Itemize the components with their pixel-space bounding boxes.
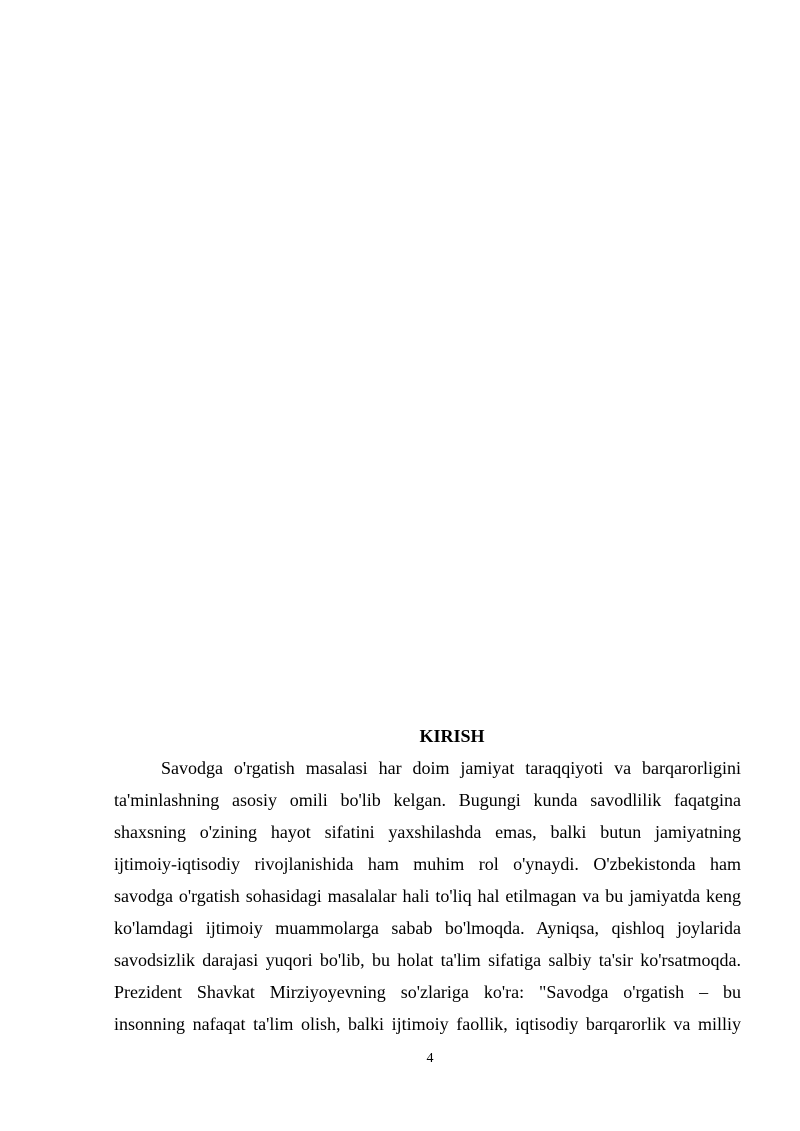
body-text-line: Savodga o'rgatish masalasi har doim jamiyat taraqqiyoti va barqarorligini — [161, 758, 741, 778]
body-text-line: savodsizlik darajasi yuqori bo'lib, bu holat ta'lim sifatiga salbiy ta'sir ko'rsatmoqda. — [114, 950, 741, 970]
section-heading: KIRISH — [419, 726, 485, 746]
body-text-line: shaxsning o'zining hayot sifatini yaxshilashda emas, balki butun jamiyatning — [114, 822, 741, 842]
body-text-line: Prezident Shavkat Mirziyoyevning so'zlariga ko'ra: "Savodga o'rgatish – bu — [114, 982, 741, 1002]
body-text-line: savodga o'rgatish sohasidagi masalalar hali to'liq hal etilmagan va bu jamiyatda keng — [114, 886, 741, 906]
body-text-line: ijtimoiy-iqtisodiy rivojlanishida ham muhim rol o'ynaydi. O'zbekistonda ham — [114, 854, 741, 874]
body-text-line: insonning nafaqat ta'lim olish, balki ijtimoiy faollik, iqtisodiy barqarorlik va milliy — [114, 1014, 741, 1034]
page-number: 4 — [426, 1051, 434, 1066]
body-text-line: ta'minlashning asosiy omili bo'lib kelgan. Bugungi kunda savodlilik faqatgina — [114, 790, 741, 810]
body-text-line: ko'lamdagi ijtimoiy muammolarga sabab bo'lmoqda. Ayniqsa, qishloq joylarida — [114, 918, 741, 938]
